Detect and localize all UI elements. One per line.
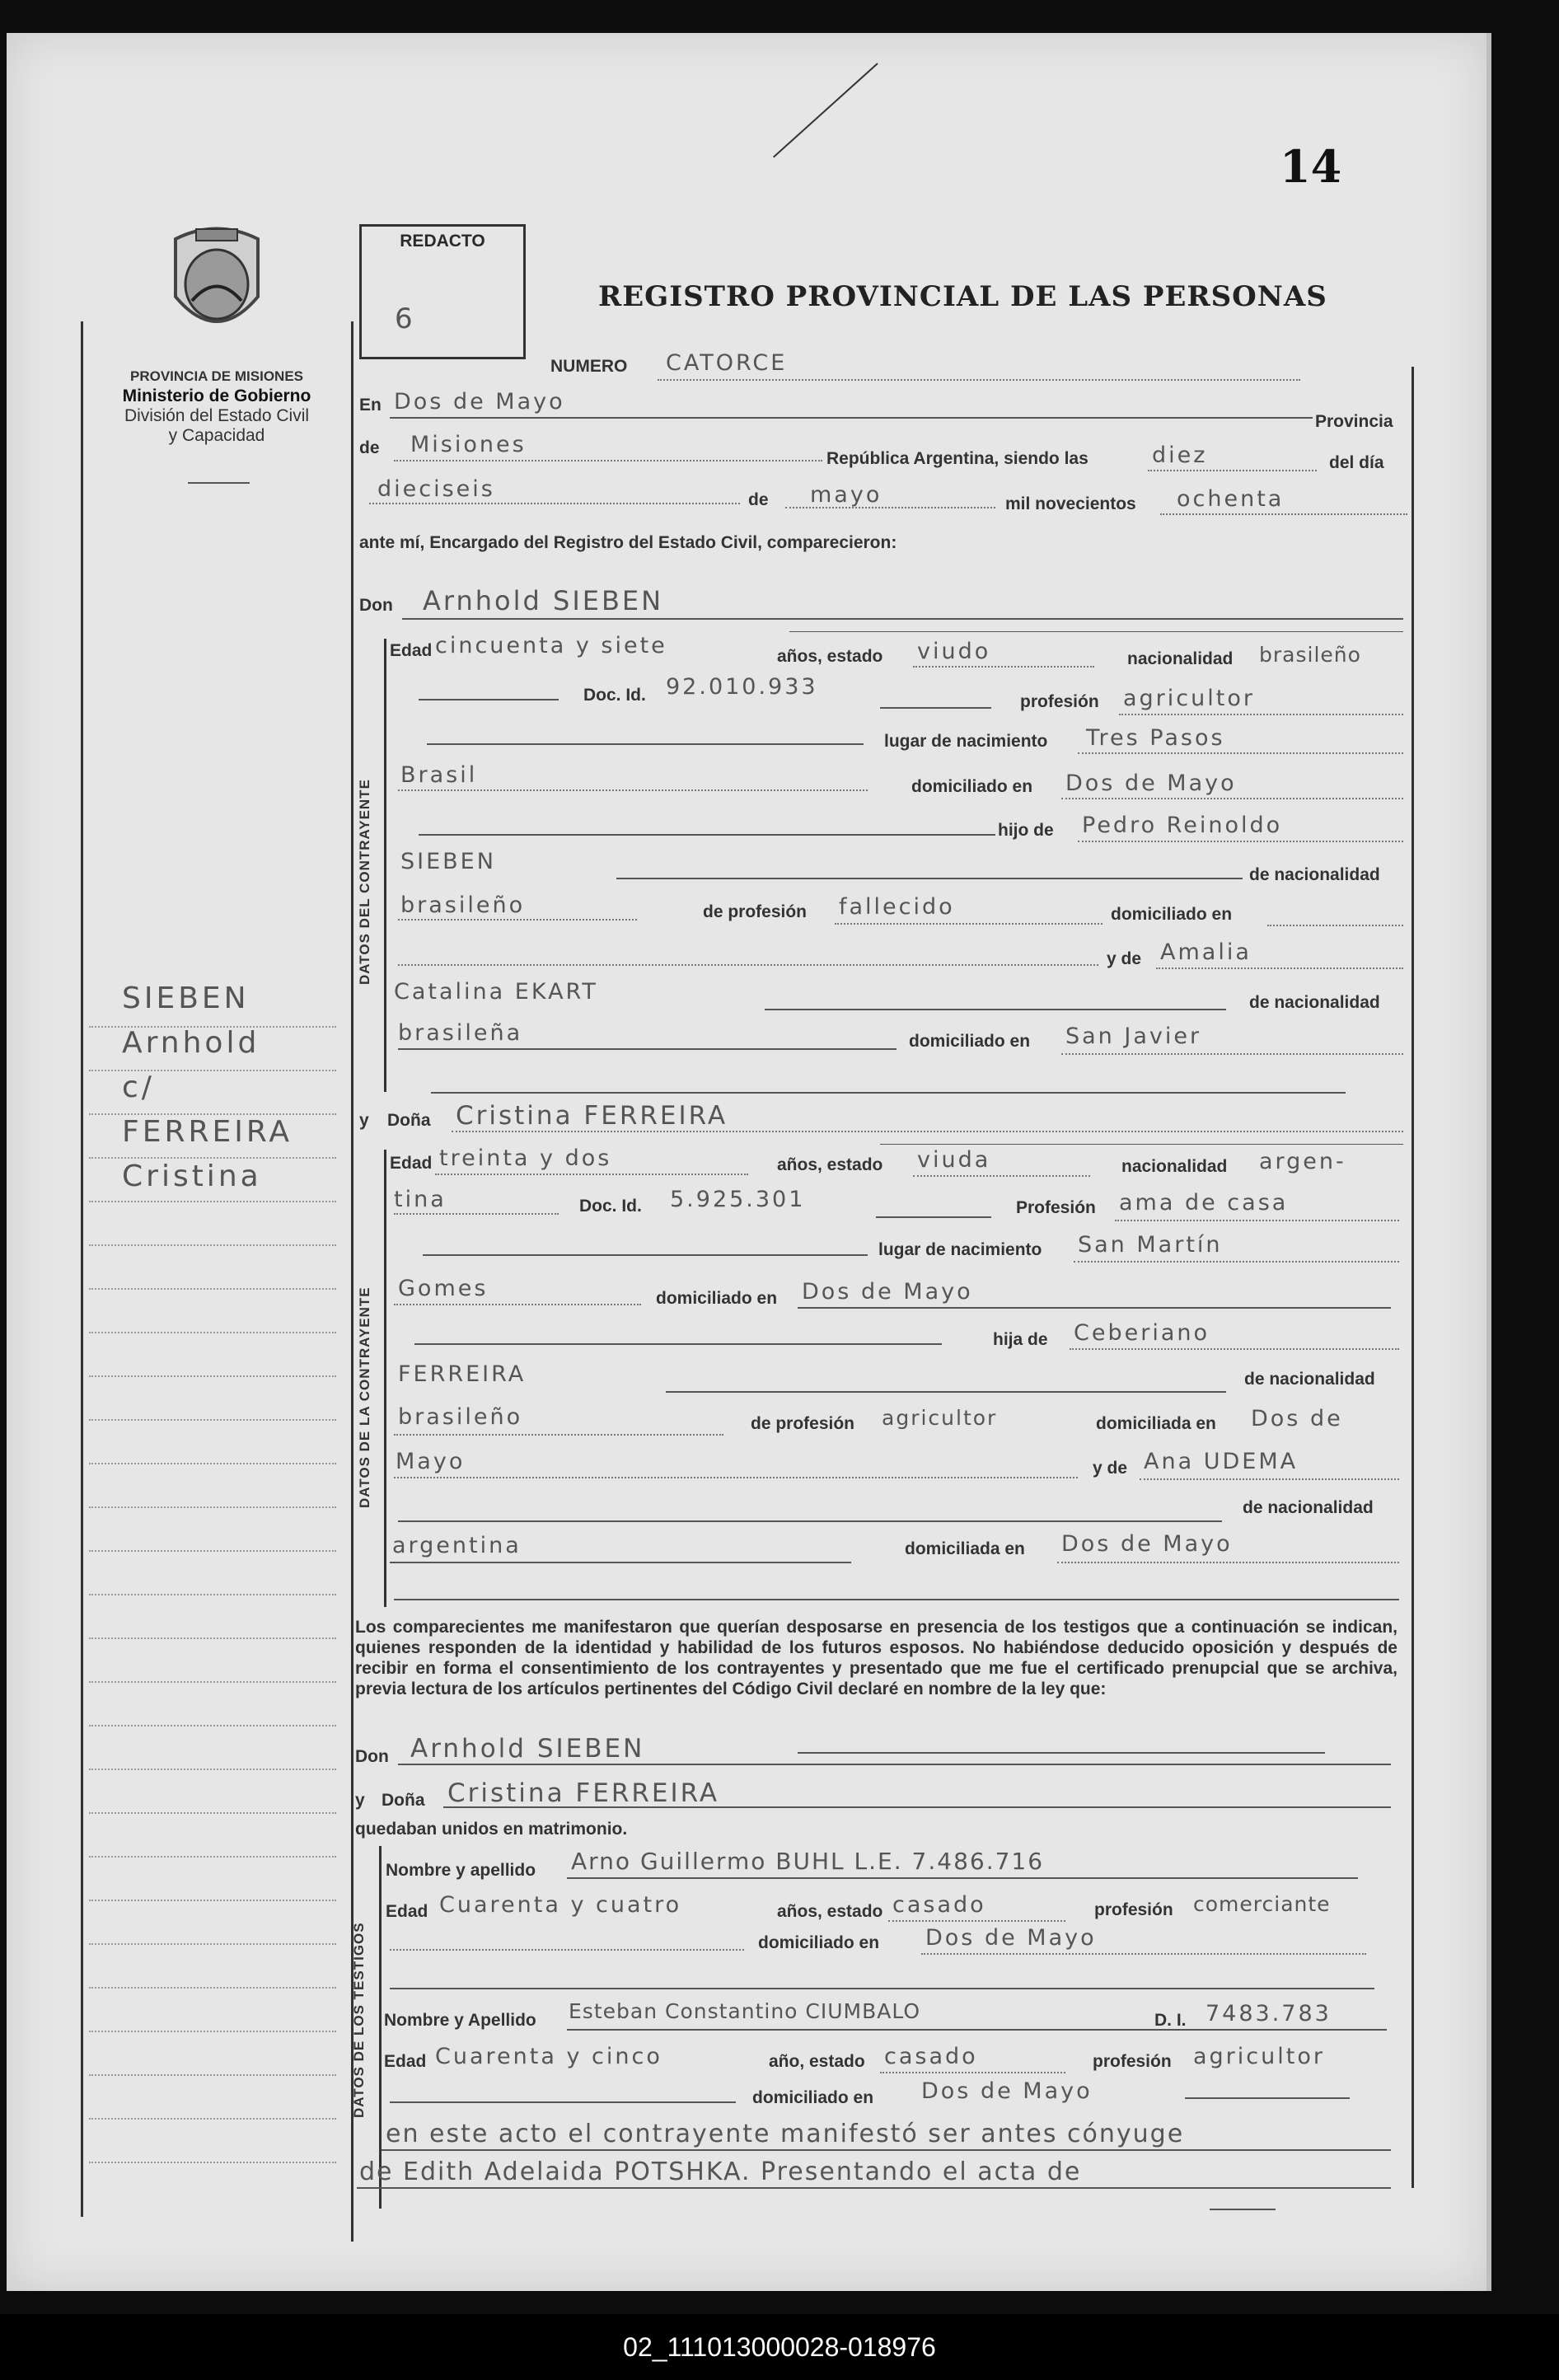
c-domicilio-value: Dos de Mayo [1065, 771, 1237, 796]
c-madre-nac-value: brasileña [398, 1020, 523, 1046]
sidebar-provincia: PROVINCIA DE MISIONES [129, 368, 303, 384]
t2-di-value: 7483.783 [1206, 2001, 1332, 2026]
c-lugar-value: Tres Pasos [1086, 725, 1225, 751]
c-lugar-label: lugar de nacimiento [884, 732, 1048, 751]
testigos-section-label: DATOS DE LOS TESTIGOS [351, 1922, 367, 2118]
f-doc-value: 5.925.301 [670, 1187, 806, 1212]
hora-value: diez [1152, 443, 1208, 468]
c-edad-value: cincuenta y siete [435, 633, 667, 658]
f-estado-value: viuda [917, 1147, 991, 1173]
en-label: En [359, 396, 382, 415]
margin-note: SIEBEN Arnhold c/ FERREIRA Cristina [122, 982, 293, 1193]
t2-estado-value: casado [884, 2044, 978, 2069]
c-padre-prof-value: fallecido [839, 894, 955, 920]
de-value: Misiones [410, 432, 527, 457]
c-de-nac-label: de nacionalidad [1249, 865, 1380, 884]
declaration-paragraph: Los comparecientes me manifestaron que querían desposarse en presencia de los testigos que a continuación se indican, quienes responden de la identidad y habilidad de los futuros esposos. No habiéndose deducido oposición y después de recibir en forma el consentimiento de los contrayentes y presentado que me fue el certificado prenupcial que se archiva, previa lectura de los artículos pertinentes del Código Civil declaré en nombre de la ley que: [355, 1618, 1397, 1698]
c-padre-nac-value: brasileño [400, 892, 526, 918]
c-profesion-label: profesión [1020, 692, 1099, 711]
f-de-prof-label: de profesión [751, 1414, 855, 1433]
t2-nombre-label: Nombre y Apellido [384, 2011, 536, 2030]
mes-value: mayo [810, 482, 882, 508]
c-nacionalidad-value: brasileño [1259, 643, 1361, 667]
t1-nombre-value: Arno Guillermo BUHL L.E. 7.486.716 [571, 1848, 1045, 1875]
document-title: REGISTRO PROVINCIAL DE LAS PERSONAS [598, 280, 1327, 313]
note-line-2: de Edith Adelaida POTSHKA. Presentando el acta de [359, 2157, 1082, 2186]
t2-prof-label: profesión [1093, 2052, 1172, 2071]
t1-edad-label: Edad [386, 1902, 428, 1921]
c-dom2-label: domiciliado en [909, 1032, 1031, 1051]
t2-dom-value: Dos de Mayo [921, 2078, 1093, 2104]
f-hija-label: hija de [993, 1330, 1048, 1349]
contrayente-section-label: DATOS DEL CONTRAYENTE [357, 779, 372, 985]
dia-value: dieciseis [377, 476, 495, 502]
t2-anio-label: año, estado [769, 2052, 865, 2071]
redacto-label: REDACTO [400, 232, 485, 251]
f-de-nac-label: de nacionalidad [1244, 1370, 1375, 1389]
c-y-de-label: y de [1107, 949, 1142, 968]
f-nacionalidad2-value: tina [394, 1187, 447, 1212]
form-right-rule [1412, 367, 1414, 2188]
f-domicilio-value: Dos de Mayo [802, 1279, 973, 1305]
c-estado-value: viudo [917, 639, 991, 664]
f-nacionalidad-label: nacionalidad [1121, 1157, 1228, 1176]
t2-nombre-value: Esteban Constantino CIUMBALO [569, 1999, 921, 2023]
en-value: Dos de Mayo [394, 389, 565, 415]
f-madre-dom-value: Dos de Mayo [1061, 1531, 1233, 1557]
pen-stroke [773, 63, 878, 157]
decl-don-value: Arnhold SIEBEN [410, 1734, 645, 1764]
t1-prof-label: profesión [1094, 1900, 1173, 1919]
f-profesion-value: ama de casa [1119, 1190, 1289, 1216]
t2-edad-value: Cuarenta y cinco [435, 2044, 662, 2069]
page-number: 14 [1280, 140, 1342, 193]
f-de-nac2-label: de nacionalidad [1243, 1498, 1374, 1517]
numero-value: CATORCE [666, 350, 788, 376]
f-doc-label: Doc. Id. [579, 1197, 642, 1216]
c-padre2-value: SIEBEN [400, 849, 496, 874]
decl-don-label: Don [355, 1747, 389, 1766]
f-lugar2-value: Gomes [398, 1276, 489, 1301]
f-profesion-label: Profesión [1016, 1198, 1096, 1217]
f-lugar-label: lugar de nacimiento [878, 1240, 1042, 1259]
t1-estado-value: casado [892, 1892, 986, 1918]
numero-label: NUMERO [550, 357, 628, 376]
f-padre-nac-value: brasileño [398, 1404, 523, 1430]
redacto-value: 6 [395, 302, 415, 335]
t1-nombre-label: Nombre y apellido [386, 1861, 536, 1880]
c-lugar2-value: Brasil [400, 762, 478, 788]
c-madre-dom-value: San Javier [1065, 1024, 1202, 1049]
c-domicilio-label: domiciliado en [911, 777, 1033, 796]
contrayenta-section-label: DATOS DE LA CONTRAYENTE [357, 1286, 372, 1508]
f-padre-dom2-value: Mayo [396, 1449, 466, 1474]
note-line-1: en este acto el contrayente manifestó ser antes cónyuge [386, 2120, 1185, 2148]
f-domicilio-label: domiciliado en [656, 1289, 778, 1308]
mil-label: mil novecientos [1005, 494, 1136, 513]
f-dom-label: domiciliada en [1096, 1414, 1216, 1433]
t1-anios-label: años, estado [777, 1902, 883, 1921]
c-hijo-label: hijo de [998, 821, 1054, 840]
c-madre-value: Amalia [1160, 939, 1252, 965]
f-padre2-value: FERREIRA [398, 1361, 527, 1387]
t2-dom-label: domiciliado en [752, 2088, 874, 2107]
decl-dona-label: Doña [382, 1791, 425, 1810]
f-edad-value: treinta y dos [439, 1145, 612, 1171]
c-edad-label: Edad [390, 641, 433, 660]
sidebar-capacidad: y Capacidad [168, 426, 265, 445]
sidebar-divider [188, 482, 250, 484]
f-padre-dom-value: Dos de [1251, 1406, 1343, 1431]
de2-label: de [748, 490, 769, 509]
f-y-de-label: y de [1093, 1459, 1128, 1478]
f-lugar-value: San Martín [1078, 1232, 1223, 1258]
t2-edad-label: Edad [384, 2052, 427, 2071]
dona-value: Cristina FERREIRA [456, 1101, 728, 1131]
t2-di-label: D. I. [1154, 2011, 1187, 2030]
t2-prof-value: agricultor [1193, 2044, 1325, 2069]
don-value: Arnhold SIEBEN [423, 585, 664, 616]
de-label: de [359, 438, 380, 457]
decl-dona-value: Cristina FERREIRA [447, 1778, 720, 1808]
f-nacionalidad-value: argen- [1259, 1149, 1346, 1174]
sidebar-division: División del Estado Civil [124, 406, 310, 425]
don-label: Don [359, 596, 393, 615]
c-madre2-value: Catalina EKART [394, 979, 598, 1005]
provincial-seal-icon [163, 223, 270, 346]
left-margin-rule [81, 321, 83, 2217]
t1-dom-value: Dos de Mayo [925, 1925, 1097, 1951]
f-padre-value: Ceberiano [1074, 1320, 1210, 1346]
decl-dona-prefix: y [355, 1791, 365, 1810]
dona-prefix: y [359, 1111, 369, 1130]
c-doc-value: 92.010.933 [666, 674, 818, 700]
f-madre-value: Ana UDEMA [1144, 1449, 1299, 1474]
f-anios-label: años, estado [777, 1155, 883, 1174]
ante-label: ante mí, Encargado del Registro del Estado Civil, comparecieron: [359, 533, 897, 552]
t1-dom-label: domiciliado en [758, 1933, 880, 1952]
c-padre-value: Pedro Reinoldo [1082, 813, 1283, 838]
republica-label: República Argentina, siendo las [826, 449, 1088, 468]
dona-label: Doña [387, 1111, 431, 1130]
decl-quedaban: quedaban unidos en matrimonio. [355, 1820, 628, 1839]
file-id-footer: 02_111013000028-018976 [0, 2314, 1559, 2380]
c-profesion-value: agricultor [1123, 686, 1255, 711]
f-dom2-label: domiciliada en [905, 1539, 1025, 1558]
redacto-box [359, 224, 526, 359]
f-padre-prof-value: agricultor [882, 1406, 998, 1430]
c-de-prof-label: de profesión [703, 902, 808, 921]
f-madre-nac-value: argentina [392, 1533, 522, 1558]
anio-value: ochenta [1177, 486, 1285, 512]
c-doc-label: Doc. Id. [583, 686, 646, 705]
arrow-mark [1210, 2209, 1276, 2210]
f-edad-label: Edad [390, 1154, 433, 1173]
c-nacionalidad-label: nacionalidad [1127, 649, 1234, 668]
t1-prof-value: comerciante [1193, 1892, 1331, 1916]
c-de-nac2-label: de nacionalidad [1249, 993, 1380, 1012]
t1-edad-value: Cuarenta y cuatro [439, 1892, 682, 1918]
del-dia-label: del día [1329, 453, 1384, 472]
c-anios-label: años, estado [777, 647, 883, 666]
sidebar-ministerio: Ministerio de Gobierno [122, 387, 311, 405]
document-page [7, 33, 1491, 2291]
provincia-label: Provincia [1315, 412, 1393, 431]
c-dom-en-label: domiciliado en [1111, 905, 1233, 924]
